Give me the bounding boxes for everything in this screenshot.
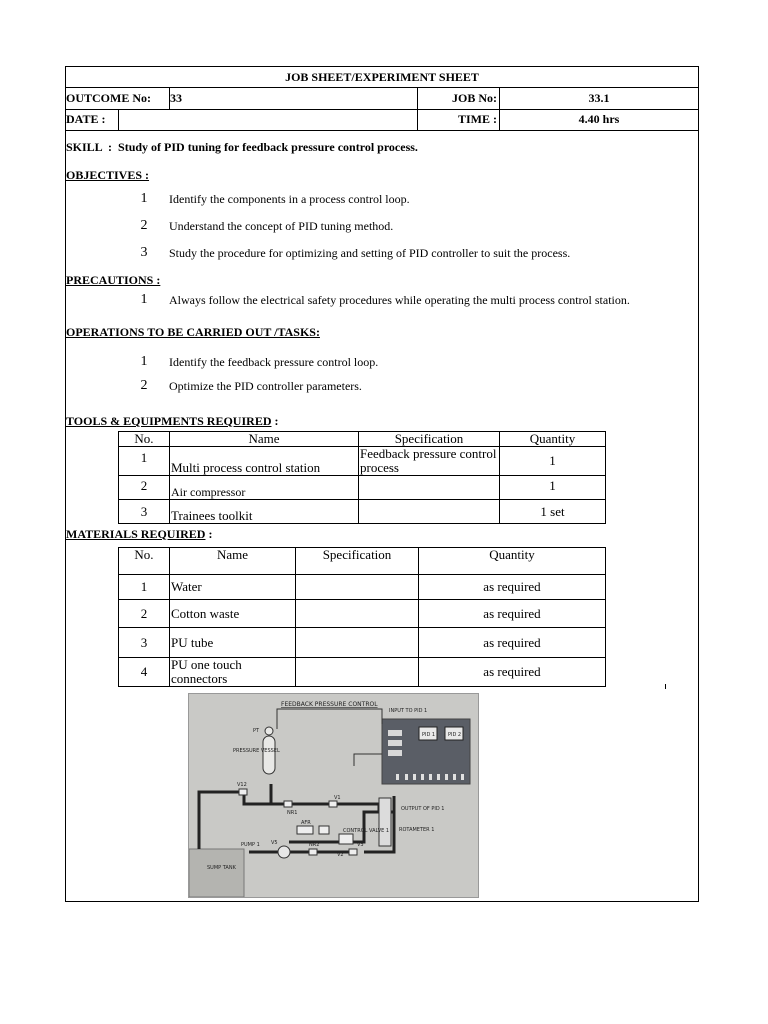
diagram-nr2-label: NR2 xyxy=(309,842,320,848)
cell-qty: as required xyxy=(419,600,606,628)
objective-number: 1 xyxy=(140,191,148,206)
tools-table xyxy=(118,431,606,524)
column-header: No. xyxy=(119,548,170,575)
precaution-number: 1 xyxy=(140,292,148,307)
objective-item: Understand the concept of PID tuning method. xyxy=(169,219,394,233)
date-row xyxy=(66,109,698,131)
diagram-input-label: INPUT TO PID 1 xyxy=(389,708,428,714)
diagram-valve-label: CONTROL VALVE 1 xyxy=(343,828,390,834)
column-header: Name xyxy=(170,432,359,447)
operations-heading: OPERATIONS TO BE CARRIED OUT /TASKS: xyxy=(66,325,320,339)
column-header: Quantity xyxy=(419,548,606,575)
cell-spec xyxy=(296,600,419,628)
objectives-heading: OBJECTIVES : xyxy=(66,168,150,182)
tools-heading-text: TOOLS & EQUIPMENTS REQUIRED xyxy=(66,414,272,428)
column-header: No. xyxy=(119,432,170,447)
cell-name: Water xyxy=(170,575,296,600)
cell-no: 2 xyxy=(119,476,170,500)
diagram-pump-label: PUMP 1 xyxy=(241,842,260,848)
cell-spec xyxy=(359,476,500,500)
diagram-v3-label: V3 xyxy=(357,842,364,848)
skill-statement: SKILL : Study of PID tuning for feedback pressure control process. xyxy=(66,140,418,154)
cell-name: Air compressor xyxy=(170,476,359,500)
diagram-v2-label: V2 xyxy=(337,852,344,858)
diagram-output-label: OUTPUT OF PID 1 xyxy=(401,806,445,812)
sheet-title: JOB SHEET/EXPERIMENT SHEET xyxy=(285,69,479,84)
column-header: Name xyxy=(170,548,296,575)
materials-table xyxy=(118,547,606,687)
job-label: JOB No: xyxy=(418,87,500,109)
outcome-row xyxy=(66,87,698,110)
operation-number: 2 xyxy=(140,378,148,393)
diagram-nr1-label: NR1 xyxy=(287,810,298,816)
table-row xyxy=(119,628,606,658)
table-row xyxy=(119,575,606,600)
date-value xyxy=(119,109,418,130)
diagram-pt-label: PT xyxy=(253,728,260,734)
cell-qty: as required xyxy=(419,658,606,687)
table-row xyxy=(119,658,606,687)
column-header: Quantity xyxy=(500,432,606,447)
tools-heading xyxy=(66,414,278,429)
cell-spec xyxy=(296,575,419,600)
job-value: 33.1 xyxy=(588,90,610,105)
table-header-row xyxy=(119,432,606,447)
diagram-vessel-label: PRESSURE VESSEL xyxy=(233,748,280,754)
time-value: 4.40 hrs xyxy=(578,112,620,126)
diagram-title: FEEDBACK PRESSURE CONTROL xyxy=(281,701,378,708)
cell-no: 3 xyxy=(119,500,170,524)
objective-item: Identify the components in a process control loop. xyxy=(169,192,410,206)
precaution-item: Always follow the electrical safety procedures while operating the multi process control station. xyxy=(169,293,630,307)
cell-no: 1 xyxy=(119,447,170,476)
column-header: Specification xyxy=(359,432,500,447)
diagram-svg xyxy=(189,694,478,897)
cell-qty: as required xyxy=(419,575,606,600)
outcome-label: OUTCOME No: xyxy=(66,87,170,109)
operation-item: Identify the feedback pressure control loop. xyxy=(169,355,379,369)
table-row xyxy=(119,600,606,628)
diagram-pid1-label: PID 1 xyxy=(422,732,436,738)
diagram-v12-label: V12 xyxy=(237,782,247,788)
materials-heading-text: MATERIALS REQUIRED xyxy=(66,527,206,541)
tools-heading-colon: : xyxy=(271,414,279,428)
objective-item: Study the procedure for optimizing and setting of PID controller to suit the process. xyxy=(169,246,571,260)
cell-spec xyxy=(296,658,419,687)
outcome-value: 33 xyxy=(170,87,418,109)
cell-name: Multi process control station xyxy=(170,447,359,476)
column-header: Specification xyxy=(296,548,419,575)
materials-heading xyxy=(66,527,212,542)
precautions-heading: PRECAUTIONS : xyxy=(66,273,161,287)
table-row xyxy=(119,447,606,476)
cell-no: 1 xyxy=(119,575,170,600)
table-header-row xyxy=(119,548,606,575)
diagram-v5-label: V5 xyxy=(271,840,278,846)
diagram-v1-label: V1 xyxy=(334,795,341,801)
objective-number: 3 xyxy=(140,245,148,260)
diagram-sump-label: SUMP TANK xyxy=(207,865,236,871)
table-row xyxy=(119,500,606,524)
date-label: DATE : xyxy=(66,109,119,130)
diagram-rotameter-label: ROTAMETER 1 xyxy=(399,827,435,833)
cell-qty: as required xyxy=(419,628,606,658)
cell-no: 4 xyxy=(119,658,170,687)
diagram-pid2-label: PID 2 xyxy=(448,732,462,738)
cell-qty: 1 xyxy=(500,476,606,500)
cell-qty: 1 set xyxy=(500,500,606,524)
cell-name: PU tube xyxy=(170,628,296,658)
objective-number: 2 xyxy=(140,218,148,233)
time-label: TIME : xyxy=(418,109,500,130)
feedback-pressure-diagram xyxy=(188,693,479,898)
materials-heading-colon: : xyxy=(205,527,213,541)
cell-qty: 1 xyxy=(500,447,606,476)
cell-spec xyxy=(359,500,500,524)
operation-number: 1 xyxy=(140,354,148,369)
cell-name: Trainees toolkit xyxy=(170,500,359,524)
cell-spec xyxy=(296,628,419,658)
cell-name: Cotton waste xyxy=(170,600,296,628)
table-row xyxy=(119,476,606,500)
operation-item: Optimize the PID controller parameters. xyxy=(169,379,362,393)
sheet-title-row xyxy=(66,67,698,88)
cell-spec: Feedback pressure control process xyxy=(359,447,500,476)
cell-no: 3 xyxy=(119,628,170,658)
diagram-afr-label: AFR xyxy=(301,820,311,826)
stray-mark xyxy=(665,684,666,689)
cell-name: PU one touch connectors xyxy=(170,658,296,687)
cell-no: 2 xyxy=(119,600,170,628)
